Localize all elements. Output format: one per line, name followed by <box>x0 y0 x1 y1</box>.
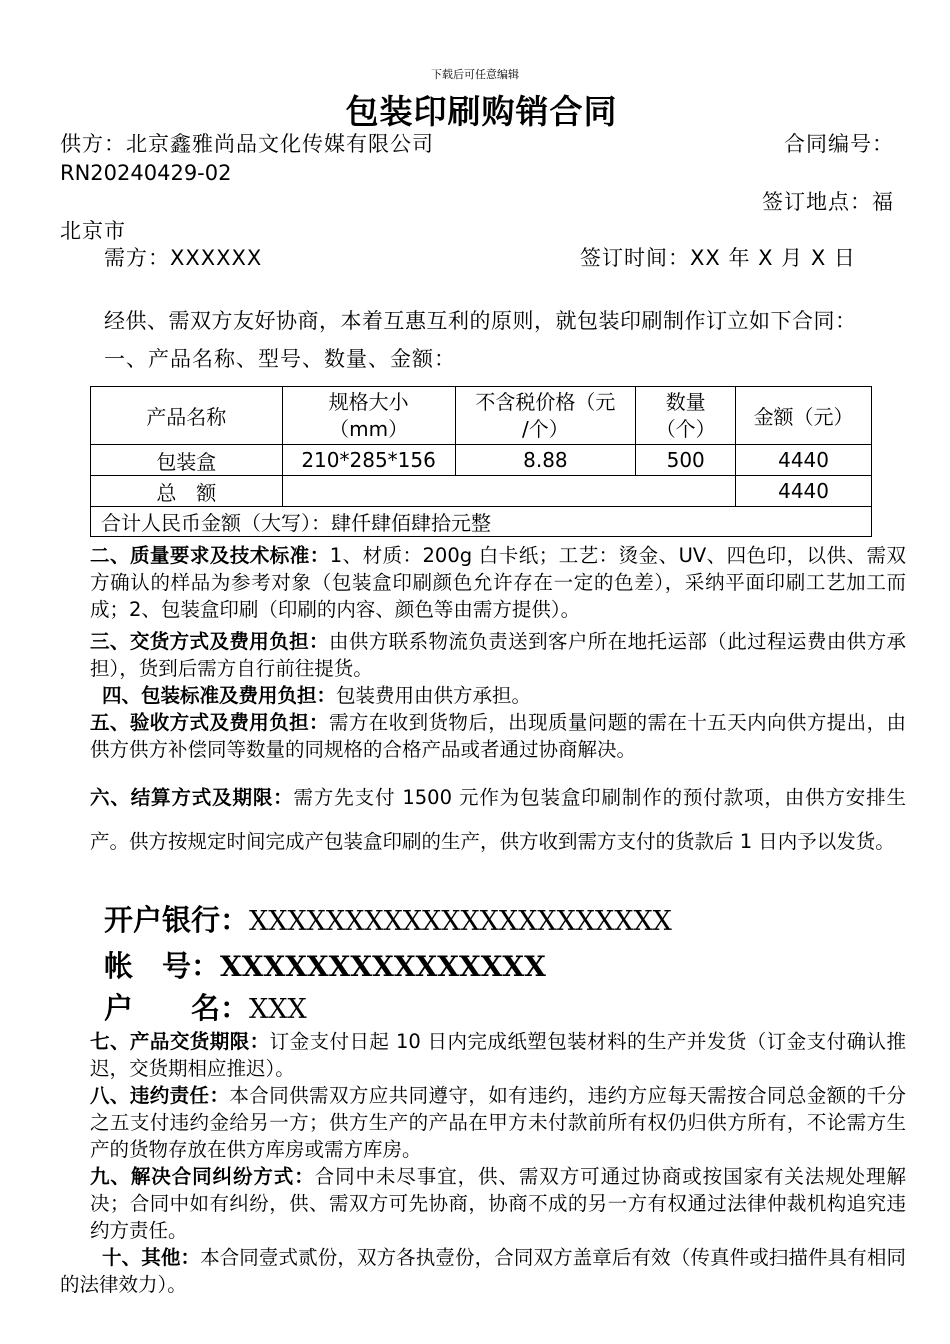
col-header-price: 不含税价格（元 /个） <box>455 387 636 445</box>
col-header-size: 规格大小 （mm） <box>282 387 455 445</box>
section-5-body: 需方在收到货物后，出现质量问题的需在十五天内向供方提出，由供方供方补偿同等数量的同规格的合格产品或者通过协商解决。 <box>90 711 906 761</box>
section-2-body: 1、材质：200g 白卡纸；工艺：烫金、UV、四色印，以供、需双方确认的样品为参考对象（包装盒印刷颜色允许存在一定的色差），采纳平面印刷工艺加工而成；2、包装盒印刷（印刷的内容、颜色等由需方提供）。 <box>90 544 906 621</box>
section-4 <box>90 682 906 709</box>
sign-place-label: 签订地点：福 <box>762 190 894 214</box>
section-10-title: 十、其他： <box>102 1246 201 1269</box>
section-3-body: 由供方联系物流负责送到客户所在地托运部（此过程运费由供方承担），货到后需方自行前往提货。 <box>90 630 906 680</box>
bank-row <box>104 898 672 939</box>
cell-name: 包装盒 <box>91 445 283 476</box>
buyer-line: 需方：XXXXXX <box>104 246 263 270</box>
table-row <box>91 445 872 476</box>
section-2 <box>90 542 906 623</box>
cell-price: 8.88 <box>455 445 636 476</box>
section-6-body: 需方先支付 1500 元作为包装盒印刷制作的预付款项，由供方安排生产。供方按规定时间完成产包装盒印刷的生产，供方收到需方支付的货款后 1 日内予以发货。 <box>90 786 906 853</box>
section-2-title: 二、质量要求及技术标准： <box>90 544 330 567</box>
edit-note: 下载后可任意编辑 <box>431 68 519 81</box>
total-value: 4440 <box>736 476 872 507</box>
cell-qty: 500 <box>636 445 736 476</box>
col-header-qty: 数量 （个） <box>636 387 736 445</box>
col-header-amount: 金额（元） <box>736 387 872 445</box>
section-4-title: 四、包装标准及费用负担： <box>102 684 337 707</box>
section-10 <box>60 1244 906 1298</box>
cell-amount: 4440 <box>736 445 872 476</box>
intro-paragraph: 经供、需双方友好协商，本着互惠互利的原则，就包装印刷制作订立如下合同： <box>104 309 857 333</box>
section-5-title: 五、验收方式及费用负担： <box>90 711 329 734</box>
section1-title: 一、产品名称、型号、数量、金额： <box>104 347 456 371</box>
document-title: 包装印刷购销合同 <box>345 92 618 131</box>
account-value: XXXXXXXXXXXXXXX <box>220 950 546 983</box>
holder-row <box>104 986 307 1027</box>
contract-no-label: 合同编号： <box>784 132 894 156</box>
sign-place-cont: 北京市 <box>60 219 126 243</box>
cell-size: 210*285*156 <box>282 445 455 476</box>
section-5 <box>90 709 906 763</box>
section-6-title: 六、结算方式及期限： <box>90 786 294 809</box>
section-9-title: 九、解决合同纠纷方式： <box>90 1165 315 1188</box>
section-7-title: 七、产品交货期限： <box>90 1030 270 1053</box>
holder-label: 户 名： <box>104 991 250 1025</box>
section-7 <box>90 1028 906 1082</box>
bank-value: XXXXXXXXXXXXXXXXXXXXXX <box>249 906 672 937</box>
holder-value: XXX <box>249 994 307 1025</box>
col-header-name: 产品名称 <box>91 387 283 445</box>
contract-no: RN20240429-02 <box>60 161 232 185</box>
supplier-line: 供方：北京鑫雅尚品文化传媒有限公司 <box>60 132 434 156</box>
total-blank <box>282 476 736 507</box>
section-3 <box>90 628 906 682</box>
rmb-row <box>91 507 872 537</box>
section-9 <box>90 1163 906 1244</box>
account-row <box>104 944 546 985</box>
section-8-title: 八、违约责任： <box>90 1084 230 1107</box>
table-header-row <box>91 387 872 445</box>
section-8 <box>90 1082 906 1163</box>
product-table <box>90 386 872 537</box>
total-row <box>91 476 872 507</box>
sign-time: 签订时间：XX 年 X 月 X 日 <box>580 246 856 270</box>
section-10-body: 本合同壹式贰份，双方各执壹份，合同双方盖章后有效（传真件或扫描件具有相同的法律效力）。 <box>60 1246 906 1296</box>
section-6 <box>90 776 906 864</box>
total-label: 总 额 <box>91 476 283 507</box>
account-label: 帐 号： <box>104 949 221 983</box>
section-7-body: 订金支付日起 10 日内完成纸塑包装材料的生产并发货（订金支付确认推迟，交货期相应推迟）。 <box>90 1030 906 1080</box>
section-9-body: 合同中未尽事宜，供、需双方可通过协商或按国家有关法规处理解决；合同中如有纠纷，供、需双方可先协商，协商不成的另一方有权通过法律仲裁机构追究违约方责任。 <box>90 1165 906 1242</box>
rmb-amount: 合计人民币金额（大写）：肆仟肆佰肆拾元整 <box>91 507 872 537</box>
section-3-title: 三、交货方式及费用负担： <box>90 630 329 653</box>
section-8-body: 本合同供需双方应共同遵守，如有违约，违约方应每天需按合同总金额的千分之五支付违约金给另一方；供方生产的产品在甲方未付款前所有权仍归供方所有，不论需方生产的货物存放在供方库房或需方库房。 <box>90 1084 906 1161</box>
section-4-body: 包装费用由供方承担。 <box>336 684 532 707</box>
bank-label: 开户银行： <box>104 903 250 937</box>
